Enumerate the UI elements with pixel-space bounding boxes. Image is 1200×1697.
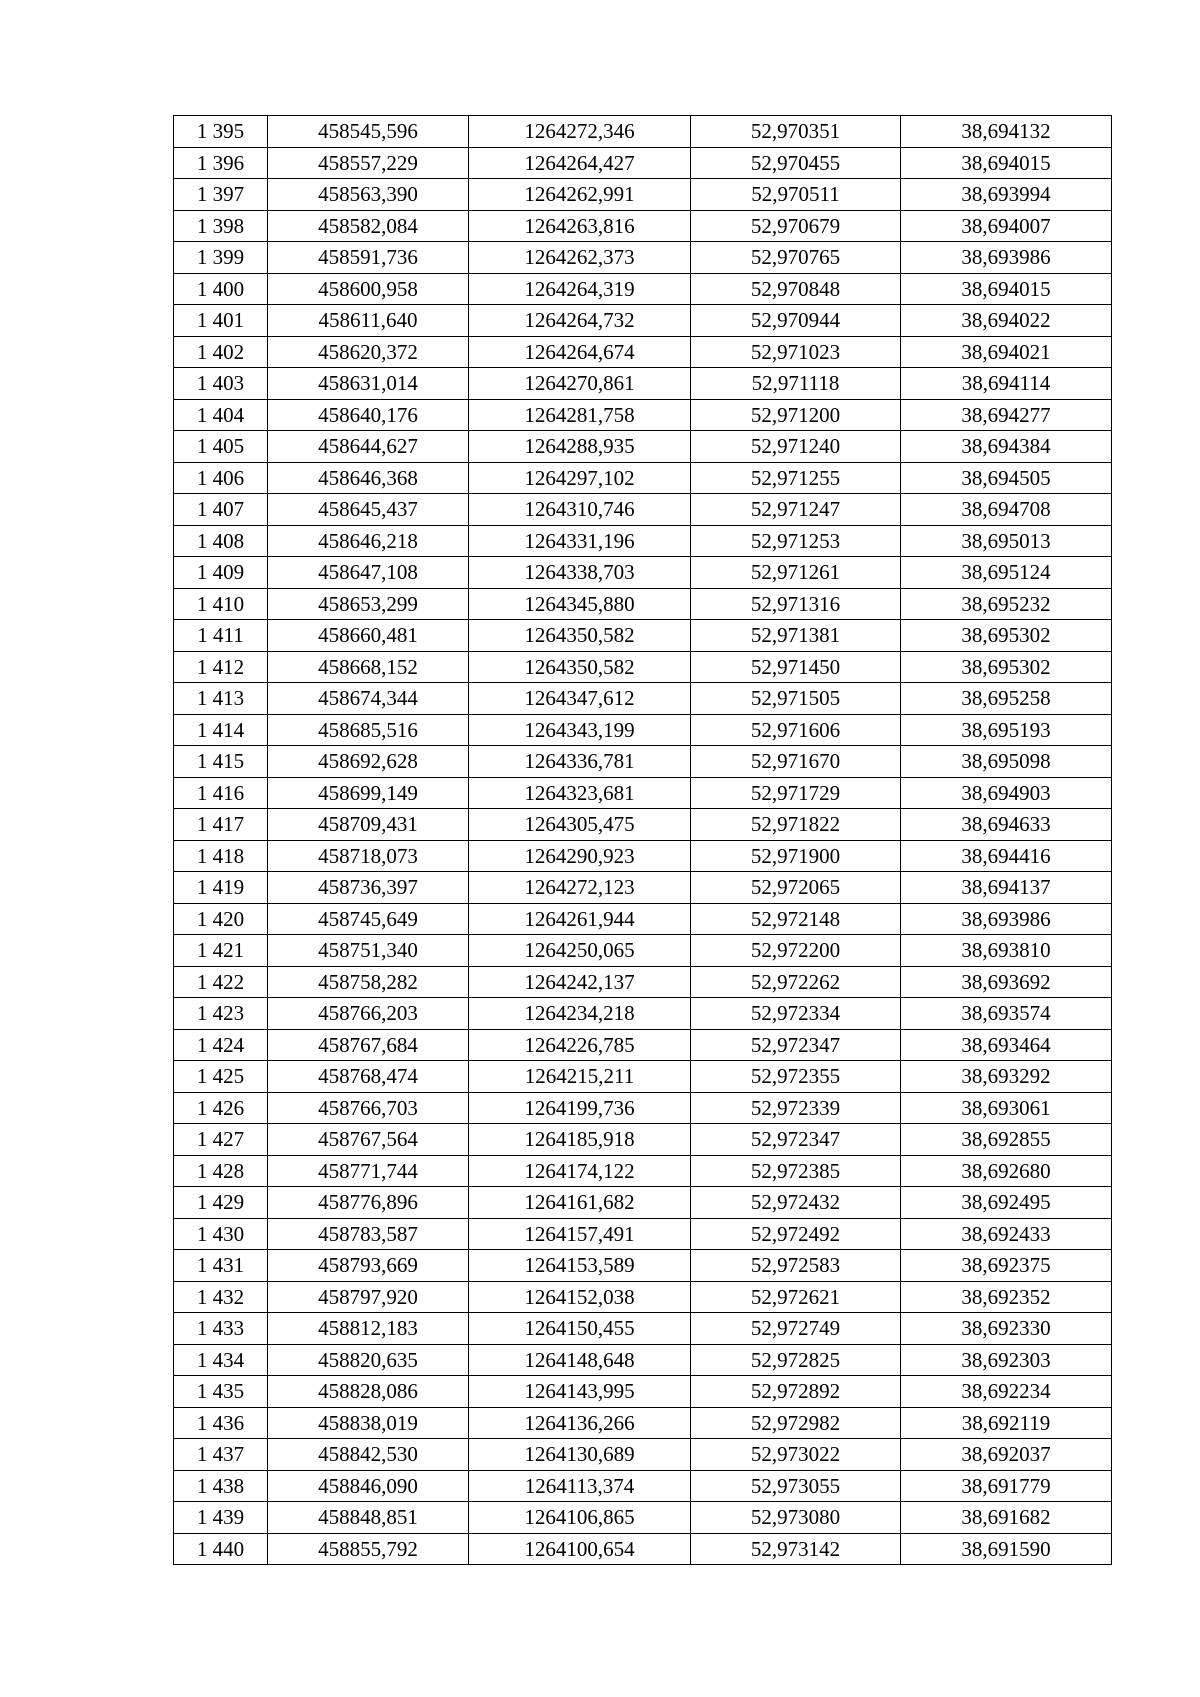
point-number-cell: 1 407 [174, 494, 268, 526]
y-coordinate-cell: 1264305,475 [469, 809, 691, 841]
latitude-cell: 52,973055 [691, 1470, 901, 1502]
x-coordinate-cell: 458640,176 [268, 399, 469, 431]
x-coordinate-cell: 458718,073 [268, 840, 469, 872]
point-number-cell: 1 398 [174, 210, 268, 242]
longitude-cell: 38,694277 [901, 399, 1112, 431]
x-coordinate-cell: 458557,229 [268, 147, 469, 179]
table-row [174, 399, 1112, 431]
longitude-cell: 38,691779 [901, 1470, 1112, 1502]
y-coordinate-cell: 1264264,674 [469, 336, 691, 368]
latitude-cell: 52,972200 [691, 935, 901, 967]
table-row [174, 179, 1112, 211]
y-coordinate-cell: 1264345,880 [469, 588, 691, 620]
table-row [174, 966, 1112, 998]
point-number-cell: 1 433 [174, 1313, 268, 1345]
y-coordinate-cell: 1264264,319 [469, 273, 691, 305]
longitude-cell: 38,693292 [901, 1061, 1112, 1093]
x-coordinate-cell: 458674,344 [268, 683, 469, 715]
table-row [174, 1376, 1112, 1408]
point-number-cell: 1 432 [174, 1281, 268, 1313]
latitude-cell: 52,971118 [691, 368, 901, 400]
latitude-cell: 52,972347 [691, 1124, 901, 1156]
point-number-cell: 1 434 [174, 1344, 268, 1376]
table-row [174, 588, 1112, 620]
longitude-cell: 38,695302 [901, 620, 1112, 652]
y-coordinate-cell: 1264264,732 [469, 305, 691, 337]
point-number-cell: 1 428 [174, 1155, 268, 1187]
table-row [174, 1439, 1112, 1471]
latitude-cell: 52,972492 [691, 1218, 901, 1250]
x-coordinate-cell: 458838,019 [268, 1407, 469, 1439]
table-row [174, 746, 1112, 778]
x-coordinate-cell: 458767,564 [268, 1124, 469, 1156]
x-coordinate-cell: 458766,703 [268, 1092, 469, 1124]
table-row [174, 273, 1112, 305]
latitude-cell: 52,972347 [691, 1029, 901, 1061]
y-coordinate-cell: 1264174,122 [469, 1155, 691, 1187]
y-coordinate-cell: 1264136,266 [469, 1407, 691, 1439]
point-number-cell: 1 405 [174, 431, 268, 463]
x-coordinate-cell: 458620,372 [268, 336, 469, 368]
table-row [174, 1124, 1112, 1156]
point-number-cell: 1 406 [174, 462, 268, 494]
table-row [174, 1029, 1112, 1061]
y-coordinate-cell: 1264323,681 [469, 777, 691, 809]
x-coordinate-cell: 458766,203 [268, 998, 469, 1030]
point-number-cell: 1 429 [174, 1187, 268, 1219]
table-row [174, 620, 1112, 652]
longitude-cell: 38,693986 [901, 242, 1112, 274]
table-row [174, 462, 1112, 494]
y-coordinate-cell: 1264261,944 [469, 903, 691, 935]
latitude-cell: 52,972982 [691, 1407, 901, 1439]
longitude-cell: 38,693994 [901, 179, 1112, 211]
x-coordinate-cell: 458768,474 [268, 1061, 469, 1093]
table-row [174, 1470, 1112, 1502]
point-number-cell: 1 437 [174, 1439, 268, 1471]
latitude-cell: 52,973022 [691, 1439, 901, 1471]
latitude-cell: 52,971023 [691, 336, 901, 368]
table-row [174, 1502, 1112, 1534]
table-row [174, 1533, 1112, 1565]
y-coordinate-cell: 1264350,582 [469, 620, 691, 652]
table-row [174, 1281, 1112, 1313]
y-coordinate-cell: 1264347,612 [469, 683, 691, 715]
longitude-cell: 38,692855 [901, 1124, 1112, 1156]
x-coordinate-cell: 458660,481 [268, 620, 469, 652]
latitude-cell: 52,972892 [691, 1376, 901, 1408]
longitude-cell: 38,693464 [901, 1029, 1112, 1061]
point-number-cell: 1 403 [174, 368, 268, 400]
point-number-cell: 1 438 [174, 1470, 268, 1502]
y-coordinate-cell: 1264288,935 [469, 431, 691, 463]
point-number-cell: 1 400 [174, 273, 268, 305]
x-coordinate-cell: 458653,299 [268, 588, 469, 620]
longitude-cell: 38,695232 [901, 588, 1112, 620]
table-row [174, 809, 1112, 841]
y-coordinate-cell: 1264272,123 [469, 872, 691, 904]
longitude-cell: 38,692303 [901, 1344, 1112, 1376]
latitude-cell: 52,972583 [691, 1250, 901, 1282]
y-coordinate-cell: 1264185,918 [469, 1124, 691, 1156]
longitude-cell: 38,692680 [901, 1155, 1112, 1187]
point-number-cell: 1 396 [174, 147, 268, 179]
longitude-cell: 38,695013 [901, 525, 1112, 557]
coordinates-table-body [174, 116, 1112, 1565]
y-coordinate-cell: 1264262,991 [469, 179, 691, 211]
y-coordinate-cell: 1264113,374 [469, 1470, 691, 1502]
longitude-cell: 38,692330 [901, 1313, 1112, 1345]
x-coordinate-cell: 458828,086 [268, 1376, 469, 1408]
longitude-cell: 38,694114 [901, 368, 1112, 400]
point-number-cell: 1 415 [174, 746, 268, 778]
latitude-cell: 52,971505 [691, 683, 901, 715]
x-coordinate-cell: 458645,437 [268, 494, 469, 526]
latitude-cell: 52,973142 [691, 1533, 901, 1565]
point-number-cell: 1 416 [174, 777, 268, 809]
longitude-cell: 38,693986 [901, 903, 1112, 935]
longitude-cell: 38,694132 [901, 116, 1112, 148]
table-row [174, 1344, 1112, 1376]
y-coordinate-cell: 1264250,065 [469, 935, 691, 967]
latitude-cell: 52,971606 [691, 714, 901, 746]
table-row [174, 210, 1112, 242]
x-coordinate-cell: 458692,628 [268, 746, 469, 778]
latitude-cell: 52,971822 [691, 809, 901, 841]
y-coordinate-cell: 1264226,785 [469, 1029, 691, 1061]
longitude-cell: 38,694015 [901, 147, 1112, 179]
point-number-cell: 1 414 [174, 714, 268, 746]
y-coordinate-cell: 1264338,703 [469, 557, 691, 589]
table-row [174, 368, 1112, 400]
longitude-cell: 38,694384 [901, 431, 1112, 463]
longitude-cell: 38,692234 [901, 1376, 1112, 1408]
y-coordinate-cell: 1264100,654 [469, 1533, 691, 1565]
table-row [174, 1061, 1112, 1093]
longitude-cell: 38,695302 [901, 651, 1112, 683]
latitude-cell: 52,970455 [691, 147, 901, 179]
latitude-cell: 52,973080 [691, 1502, 901, 1534]
y-coordinate-cell: 1264157,491 [469, 1218, 691, 1250]
y-coordinate-cell: 1264199,736 [469, 1092, 691, 1124]
latitude-cell: 52,971381 [691, 620, 901, 652]
point-number-cell: 1 418 [174, 840, 268, 872]
x-coordinate-cell: 458751,340 [268, 935, 469, 967]
y-coordinate-cell: 1264264,427 [469, 147, 691, 179]
point-number-cell: 1 408 [174, 525, 268, 557]
latitude-cell: 52,972385 [691, 1155, 901, 1187]
table-row [174, 683, 1112, 715]
latitude-cell: 52,972339 [691, 1092, 901, 1124]
latitude-cell: 52,972355 [691, 1061, 901, 1093]
latitude-cell: 52,972749 [691, 1313, 901, 1345]
y-coordinate-cell: 1264215,211 [469, 1061, 691, 1093]
latitude-cell: 52,972432 [691, 1187, 901, 1219]
x-coordinate-cell: 458783,587 [268, 1218, 469, 1250]
point-number-cell: 1 431 [174, 1250, 268, 1282]
point-number-cell: 1 435 [174, 1376, 268, 1408]
table-row [174, 840, 1112, 872]
table-row [174, 1250, 1112, 1282]
y-coordinate-cell: 1264152,038 [469, 1281, 691, 1313]
longitude-cell: 38,692375 [901, 1250, 1112, 1282]
longitude-cell: 38,692037 [901, 1439, 1112, 1471]
x-coordinate-cell: 458846,090 [268, 1470, 469, 1502]
longitude-cell: 38,694416 [901, 840, 1112, 872]
point-number-cell: 1 419 [174, 872, 268, 904]
table-row [174, 305, 1112, 337]
longitude-cell: 38,692352 [901, 1281, 1112, 1313]
x-coordinate-cell: 458631,014 [268, 368, 469, 400]
y-coordinate-cell: 1264270,861 [469, 368, 691, 400]
x-coordinate-cell: 458591,736 [268, 242, 469, 274]
longitude-cell: 38,692495 [901, 1187, 1112, 1219]
y-coordinate-cell: 1264153,589 [469, 1250, 691, 1282]
table-row [174, 935, 1112, 967]
x-coordinate-cell: 458685,516 [268, 714, 469, 746]
table-row [174, 1218, 1112, 1250]
y-coordinate-cell: 1264234,218 [469, 998, 691, 1030]
longitude-cell: 38,695098 [901, 746, 1112, 778]
x-coordinate-cell: 458855,792 [268, 1533, 469, 1565]
table-row [174, 147, 1112, 179]
y-coordinate-cell: 1264262,373 [469, 242, 691, 274]
latitude-cell: 52,970351 [691, 116, 901, 148]
point-number-cell: 1 427 [174, 1124, 268, 1156]
point-number-cell: 1 399 [174, 242, 268, 274]
x-coordinate-cell: 458820,635 [268, 1344, 469, 1376]
longitude-cell: 38,694633 [901, 809, 1112, 841]
point-number-cell: 1 426 [174, 1092, 268, 1124]
longitude-cell: 38,695258 [901, 683, 1112, 715]
point-number-cell: 1 430 [174, 1218, 268, 1250]
latitude-cell: 52,971900 [691, 840, 901, 872]
latitude-cell: 52,971200 [691, 399, 901, 431]
latitude-cell: 52,971450 [691, 651, 901, 683]
longitude-cell: 38,691682 [901, 1502, 1112, 1534]
longitude-cell: 38,695193 [901, 714, 1112, 746]
table-row [174, 714, 1112, 746]
table-row [174, 1407, 1112, 1439]
y-coordinate-cell: 1264343,199 [469, 714, 691, 746]
point-number-cell: 1 423 [174, 998, 268, 1030]
x-coordinate-cell: 458646,218 [268, 525, 469, 557]
point-number-cell: 1 402 [174, 336, 268, 368]
latitude-cell: 52,970679 [691, 210, 901, 242]
longitude-cell: 38,693061 [901, 1092, 1112, 1124]
x-coordinate-cell: 458848,851 [268, 1502, 469, 1534]
table-row [174, 431, 1112, 463]
x-coordinate-cell: 458771,744 [268, 1155, 469, 1187]
table-row [174, 116, 1112, 148]
latitude-cell: 52,972065 [691, 872, 901, 904]
longitude-cell: 38,694007 [901, 210, 1112, 242]
x-coordinate-cell: 458668,152 [268, 651, 469, 683]
point-number-cell: 1 410 [174, 588, 268, 620]
x-coordinate-cell: 458600,958 [268, 273, 469, 305]
table-row [174, 1187, 1112, 1219]
point-number-cell: 1 421 [174, 935, 268, 967]
longitude-cell: 38,695124 [901, 557, 1112, 589]
table-row [174, 777, 1112, 809]
coordinates-table [173, 115, 1112, 1565]
longitude-cell: 38,692433 [901, 1218, 1112, 1250]
latitude-cell: 52,972825 [691, 1344, 901, 1376]
x-coordinate-cell: 458699,149 [268, 777, 469, 809]
x-coordinate-cell: 458545,596 [268, 116, 469, 148]
x-coordinate-cell: 458776,896 [268, 1187, 469, 1219]
x-coordinate-cell: 458644,627 [268, 431, 469, 463]
y-coordinate-cell: 1264297,102 [469, 462, 691, 494]
table-row [174, 651, 1112, 683]
x-coordinate-cell: 458736,397 [268, 872, 469, 904]
y-coordinate-cell: 1264106,865 [469, 1502, 691, 1534]
table-row [174, 872, 1112, 904]
latitude-cell: 52,971729 [691, 777, 901, 809]
point-number-cell: 1 411 [174, 620, 268, 652]
longitude-cell: 38,693810 [901, 935, 1112, 967]
longitude-cell: 38,694022 [901, 305, 1112, 337]
table-row [174, 494, 1112, 526]
point-number-cell: 1 412 [174, 651, 268, 683]
table-row [174, 1313, 1112, 1345]
x-coordinate-cell: 458611,640 [268, 305, 469, 337]
x-coordinate-cell: 458563,390 [268, 179, 469, 211]
latitude-cell: 52,972334 [691, 998, 901, 1030]
x-coordinate-cell: 458758,282 [268, 966, 469, 998]
y-coordinate-cell: 1264310,746 [469, 494, 691, 526]
x-coordinate-cell: 458842,530 [268, 1439, 469, 1471]
x-coordinate-cell: 458812,183 [268, 1313, 469, 1345]
point-number-cell: 1 401 [174, 305, 268, 337]
y-coordinate-cell: 1264143,995 [469, 1376, 691, 1408]
latitude-cell: 52,971247 [691, 494, 901, 526]
y-coordinate-cell: 1264290,923 [469, 840, 691, 872]
x-coordinate-cell: 458646,368 [268, 462, 469, 494]
table-row [174, 1155, 1112, 1187]
longitude-cell: 38,691590 [901, 1533, 1112, 1565]
table-row [174, 242, 1112, 274]
latitude-cell: 52,972621 [691, 1281, 901, 1313]
latitude-cell: 52,971253 [691, 525, 901, 557]
x-coordinate-cell: 458797,920 [268, 1281, 469, 1313]
y-coordinate-cell: 1264281,758 [469, 399, 691, 431]
longitude-cell: 38,693692 [901, 966, 1112, 998]
longitude-cell: 38,694021 [901, 336, 1112, 368]
latitude-cell: 52,970765 [691, 242, 901, 274]
point-number-cell: 1 395 [174, 116, 268, 148]
y-coordinate-cell: 1264272,346 [469, 116, 691, 148]
x-coordinate-cell: 458767,684 [268, 1029, 469, 1061]
table-row [174, 998, 1112, 1030]
y-coordinate-cell: 1264242,137 [469, 966, 691, 998]
latitude-cell: 52,971240 [691, 431, 901, 463]
latitude-cell: 52,970511 [691, 179, 901, 211]
x-coordinate-cell: 458745,649 [268, 903, 469, 935]
table-row [174, 903, 1112, 935]
longitude-cell: 38,693574 [901, 998, 1112, 1030]
table-row [174, 1092, 1112, 1124]
latitude-cell: 52,971261 [691, 557, 901, 589]
longitude-cell: 38,694708 [901, 494, 1112, 526]
x-coordinate-cell: 458582,084 [268, 210, 469, 242]
latitude-cell: 52,971670 [691, 746, 901, 778]
y-coordinate-cell: 1264350,582 [469, 651, 691, 683]
longitude-cell: 38,692119 [901, 1407, 1112, 1439]
y-coordinate-cell: 1264161,682 [469, 1187, 691, 1219]
point-number-cell: 1 422 [174, 966, 268, 998]
longitude-cell: 38,694015 [901, 273, 1112, 305]
point-number-cell: 1 409 [174, 557, 268, 589]
latitude-cell: 52,972262 [691, 966, 901, 998]
y-coordinate-cell: 1264150,455 [469, 1313, 691, 1345]
point-number-cell: 1 440 [174, 1533, 268, 1565]
y-coordinate-cell: 1264130,689 [469, 1439, 691, 1471]
latitude-cell: 52,970848 [691, 273, 901, 305]
point-number-cell: 1 397 [174, 179, 268, 211]
table-row [174, 525, 1112, 557]
table-row [174, 336, 1112, 368]
longitude-cell: 38,694137 [901, 872, 1112, 904]
point-number-cell: 1 413 [174, 683, 268, 715]
x-coordinate-cell: 458709,431 [268, 809, 469, 841]
latitude-cell: 52,972148 [691, 903, 901, 935]
point-number-cell: 1 436 [174, 1407, 268, 1439]
y-coordinate-cell: 1264336,781 [469, 746, 691, 778]
point-number-cell: 1 420 [174, 903, 268, 935]
latitude-cell: 52,970944 [691, 305, 901, 337]
table-row [174, 557, 1112, 589]
longitude-cell: 38,694903 [901, 777, 1112, 809]
point-number-cell: 1 404 [174, 399, 268, 431]
latitude-cell: 52,971316 [691, 588, 901, 620]
point-number-cell: 1 417 [174, 809, 268, 841]
point-number-cell: 1 425 [174, 1061, 268, 1093]
x-coordinate-cell: 458647,108 [268, 557, 469, 589]
point-number-cell: 1 439 [174, 1502, 268, 1534]
longitude-cell: 38,694505 [901, 462, 1112, 494]
y-coordinate-cell: 1264331,196 [469, 525, 691, 557]
y-coordinate-cell: 1264148,648 [469, 1344, 691, 1376]
x-coordinate-cell: 458793,669 [268, 1250, 469, 1282]
y-coordinate-cell: 1264263,816 [469, 210, 691, 242]
latitude-cell: 52,971255 [691, 462, 901, 494]
point-number-cell: 1 424 [174, 1029, 268, 1061]
